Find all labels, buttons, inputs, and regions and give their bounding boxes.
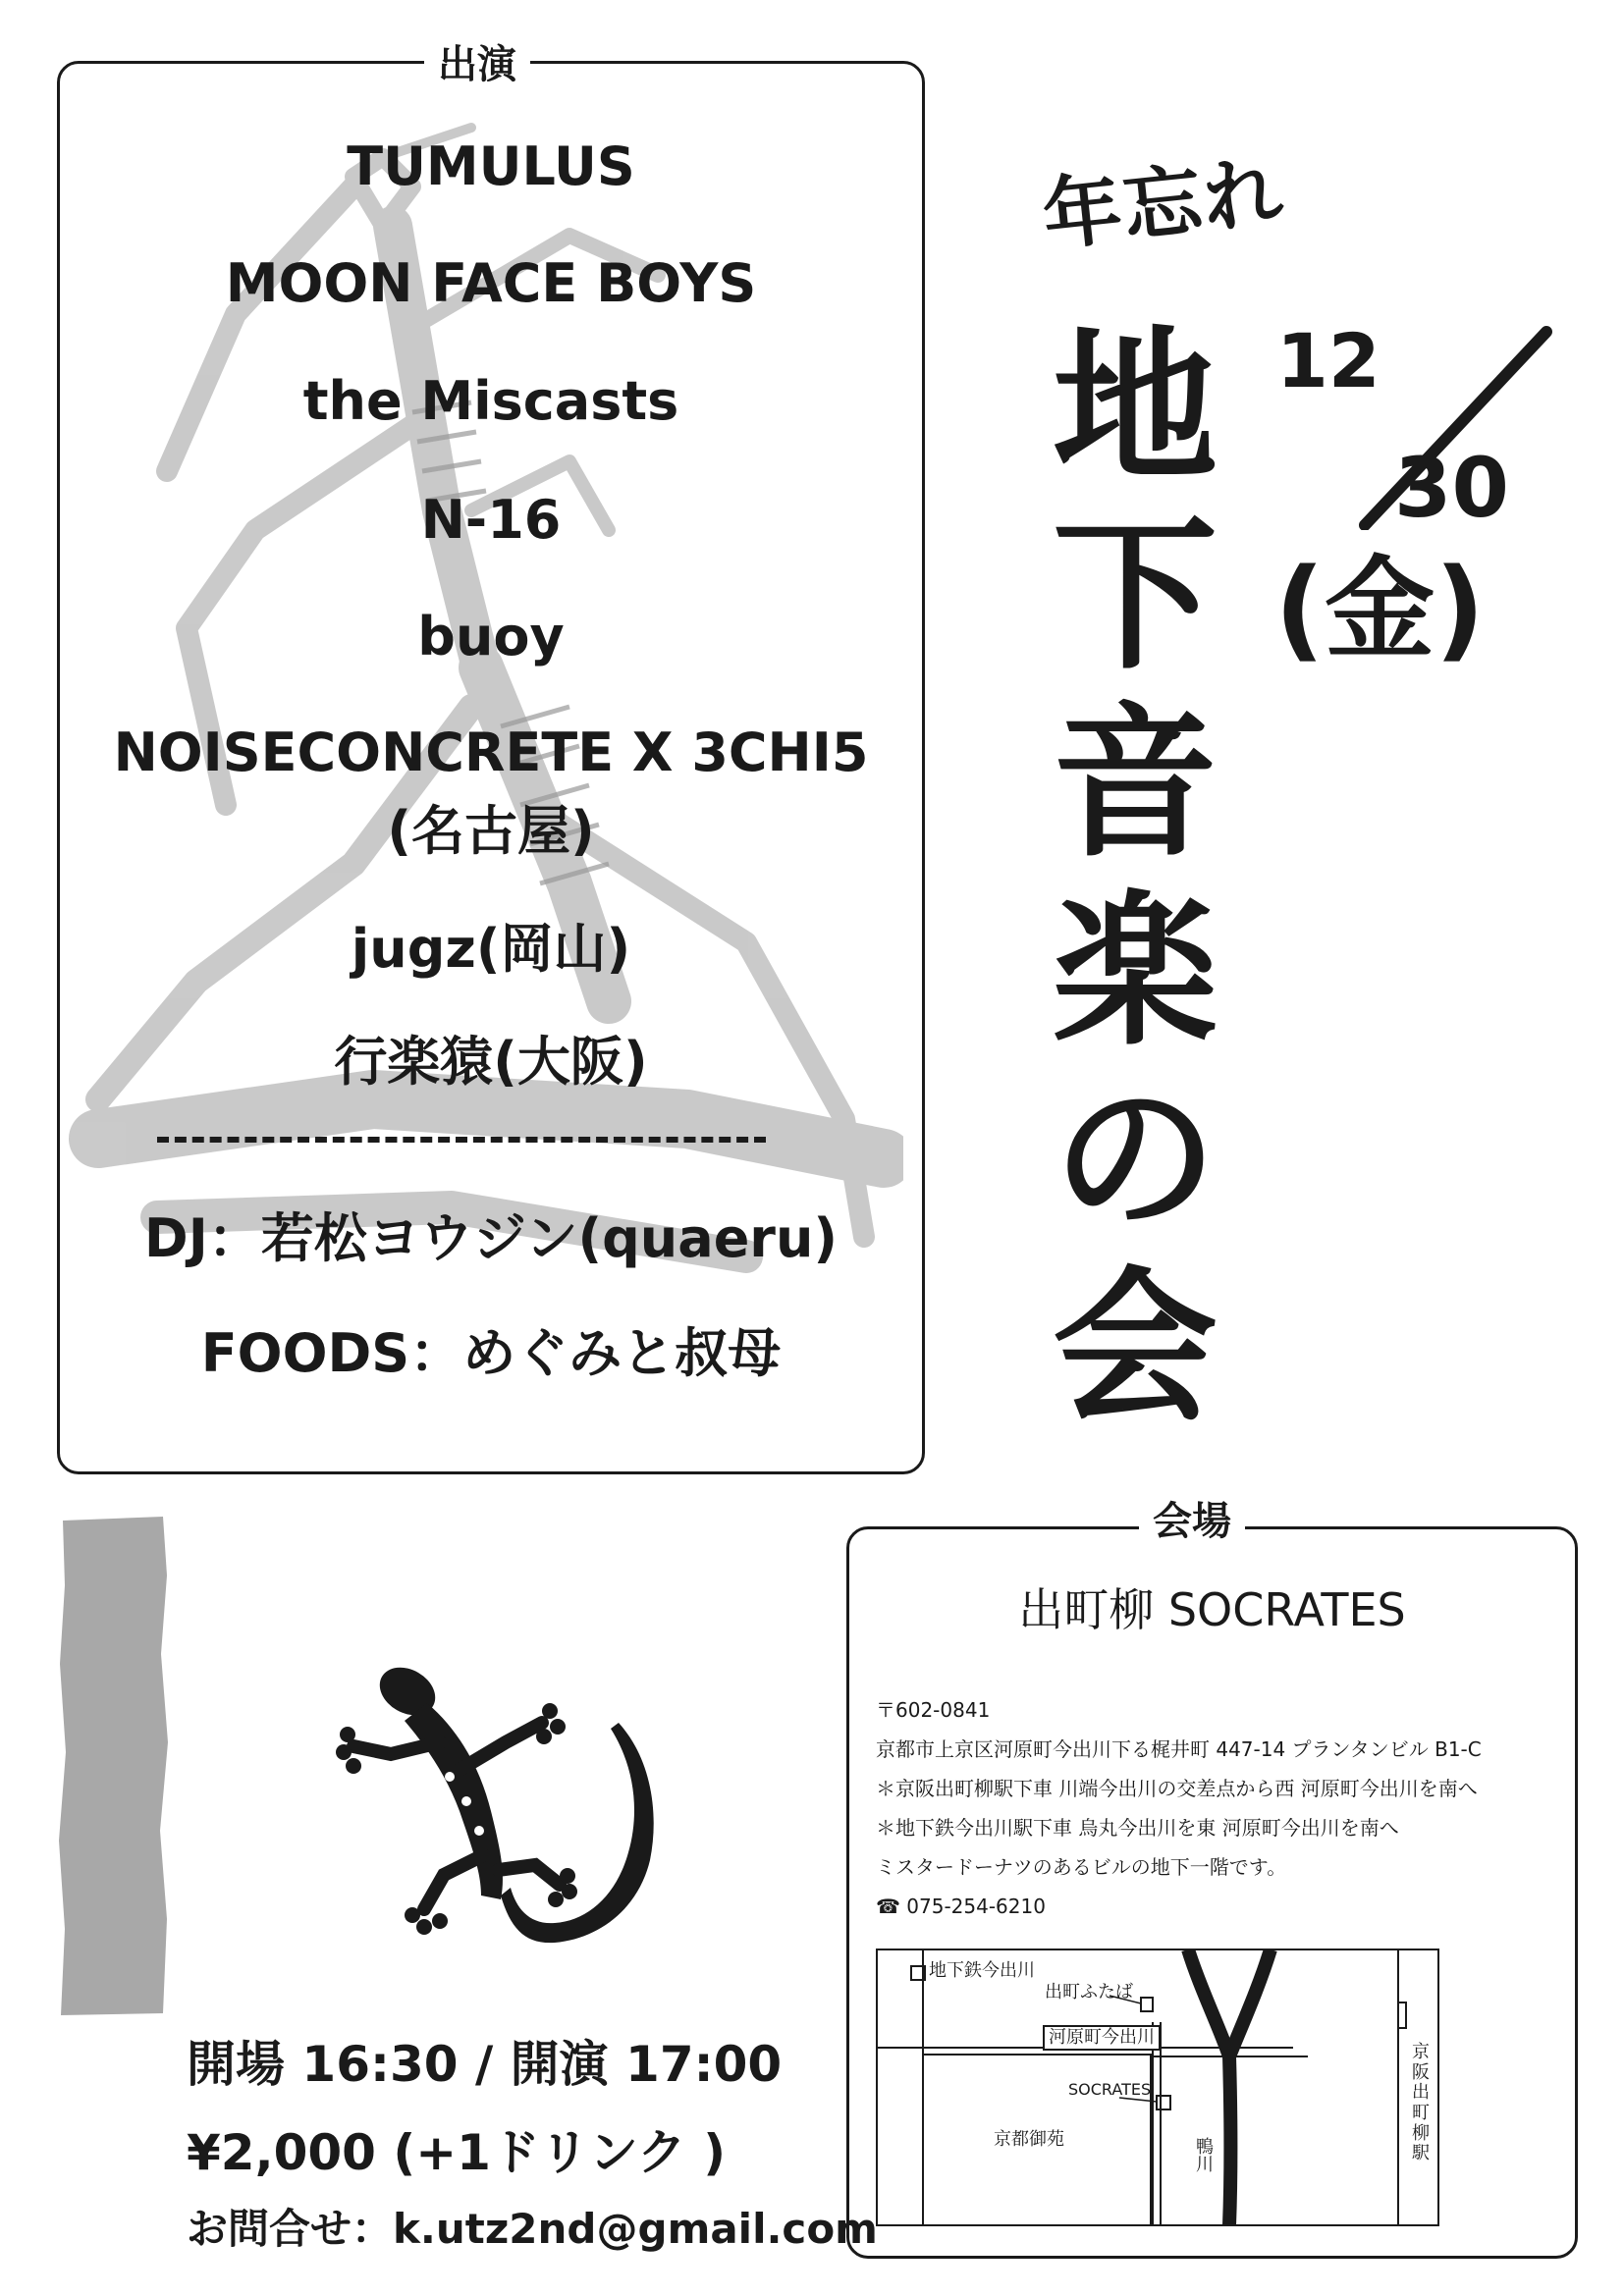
dashed-divider <box>157 1137 766 1143</box>
map-lines <box>876 1949 1439 2226</box>
map-label-station: 京阪出町柳駅 <box>1412 2042 1430 2164</box>
date-weekday: (金) <box>1274 546 1486 673</box>
title-char: 地 <box>1053 311 1218 504</box>
event-title <box>1037 311 1233 1444</box>
price: ¥2,000 (+1ドリンク ) <box>187 2124 727 2181</box>
foods-credit: FOODS：めぐみと叔母 <box>200 1322 782 1384</box>
act-noiseconcrete: NOISECONCRETE X 3CHI5 <box>113 721 869 783</box>
act-n16: N-16 <box>420 489 562 551</box>
venue-address: 京都市上京区河原町今出川下る梶井町 447-14 プランタンビル B1-C <box>876 1737 1482 1761</box>
title-char: 会 <box>1053 1251 1218 1444</box>
map-label-kamogawa: 鴨川 <box>1196 2137 1214 2175</box>
dj-credit: DJ：若松ヨウジン(quaeru) <box>143 1207 839 1269</box>
venue-access-subway: ＊地下鉄今出川駅下車 烏丸今出川を東 河原町今出川を南へ <box>876 1816 1399 1840</box>
map-label-socrates: SOCRATES <box>1068 2080 1152 2099</box>
venue-note: ミスタードーナツのあるビルの地下一階です。 <box>876 1855 1287 1879</box>
date-month: 12 <box>1276 317 1380 404</box>
map-label-demachi-futaba: 出町ふたば <box>1045 1982 1133 2002</box>
venue-access-keihan: ＊京阪出町柳駅下車 川端今出川の交差点から西 河原町今出川を南へ <box>876 1777 1478 1800</box>
tagline-toshiwasure: 年忘れ <box>1038 145 1289 262</box>
title-char: 楽 <box>1053 875 1218 1068</box>
venue-postal: 〒602-0841 <box>876 1698 991 1722</box>
map-label-subway: 地下鉄今出川 <box>929 1960 1035 1981</box>
date-day: 30 <box>1394 440 1509 536</box>
title-char: 音 <box>1053 687 1218 881</box>
map-label-gosho: 京都御苑 <box>994 2129 1064 2150</box>
act-jugz: jugz(岡山) <box>351 918 631 980</box>
venue-name: 出町柳 SOCRATES <box>1018 1583 1406 1636</box>
act-kourakuen: 行楽猿(大阪) <box>334 1031 648 1093</box>
times: 開場 16:30 / 開演 17:00 <box>187 2036 783 2093</box>
venue-map <box>876 1949 1439 2226</box>
act-noiseconcrete-origin: (名古屋) <box>387 800 595 862</box>
venue-heading: 会場 <box>1139 1502 1245 1541</box>
act-tumulus: TUMULUS <box>347 135 635 197</box>
contact-email: お問合せ：k.utz2nd@gmail.com <box>187 2205 878 2253</box>
gray-brush-bar <box>57 1517 169 2017</box>
act-moon-face-boys: MOON FACE BOYS <box>225 252 757 314</box>
map-label-kawaramachi-imadegawa: 河原町今出川 <box>1043 2025 1161 2051</box>
title-char: の <box>1053 1063 1218 1256</box>
title-char: 下 <box>1053 499 1218 692</box>
performers-heading: 出演 <box>424 45 530 84</box>
venue-phone: ☎ 075-254-6210 <box>876 1895 1046 1918</box>
gecko-icon <box>334 1664 668 1949</box>
act-the-miscasts: the Miscasts <box>302 370 679 432</box>
act-buoy: buoy <box>417 606 565 667</box>
